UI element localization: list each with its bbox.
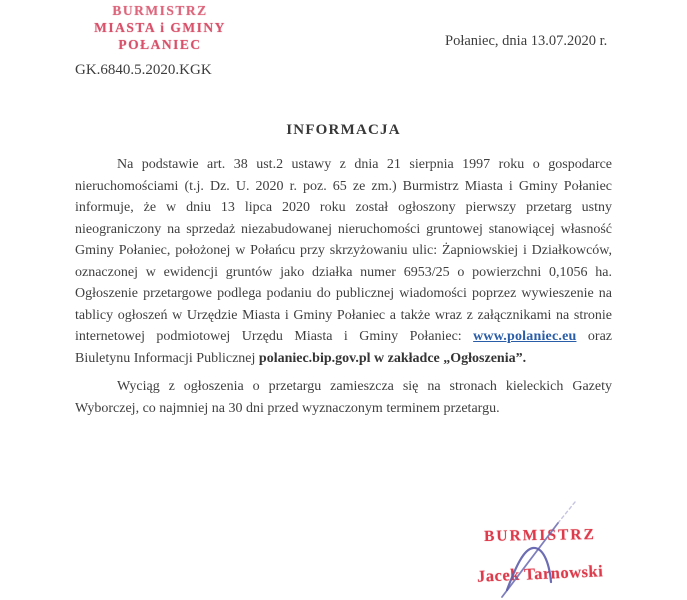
body-line-closing <box>75 348 612 370</box>
signature-role-stamp: BURMISTRZ <box>483 526 597 545</box>
office-stamp-line-3: POŁANIEC <box>118 37 202 52</box>
paragraph-2 <box>75 376 612 419</box>
office-stamp <box>85 2 235 53</box>
paragraph-1 <box>75 154 612 369</box>
reference-number: GK.6840.5.2020.KGK <box>75 62 212 78</box>
signature-name-stamp: Jacek Tarnowski <box>476 561 604 586</box>
office-stamp-line-1: BURMISTRZ <box>112 3 208 18</box>
body-line: Wyciąg z ogłoszenia o przetargu zamieszcza się na stronach kieleckich Gazety <box>117 379 612 394</box>
body-line: Ogłoszenie przetargowe podlega podaniu do publicznej wiadomości poprzez wywieszenie na <box>75 286 612 301</box>
website-link[interactable]: www.polaniec.eu <box>473 329 577 344</box>
body-line: tablicy ogłoszeń w Urzędzie Miasta i Gminy Połaniec a także wraz z załącznikami na stronie <box>75 307 612 323</box>
body-line-with-link <box>75 326 612 348</box>
document-date: Połaniec, dnia 13.07.2020 r. <box>445 33 608 49</box>
body-line: Wyborczej, co najmniej na 30 dni przed wyznaczonym terminem przetargu. <box>75 400 500 416</box>
document-title: INFORMACJA <box>286 122 401 138</box>
link-line-prefix: internetowej podmiotowej Urzędu Miasta i Gminy Połaniec: <box>75 329 462 344</box>
bip-address-bold: polaniec.bip.gov.pl w zakładce „Ogłoszenia”. <box>258 350 527 366</box>
body-line: Gminy Połaniec, położonej w Połańcu przy skrzyżowaniu ulic: Żapniowskiej i Działkowców, <box>75 243 612 258</box>
office-stamp-line-2: MIASTA i GMINY <box>94 20 226 35</box>
link-line-suffix: oraz <box>587 329 612 344</box>
body-line: nieruchomościami (t.j. Dz. U. 2020 r. poz. 65 ze zm.) Burmistrz Miasta i Gminy Połaniec <box>75 178 612 194</box>
closing-line-normal: Biuletynu Informacji Publicznej <box>75 350 256 366</box>
body-line: informuje, że w dniu 13 lipca 2020 roku został ogłoszony pierwszy przetarg ustny <box>75 200 612 215</box>
body-line: nieograniczony na sprzedaż niezabudowanej nieruchomości gruntowej stanowiącej własność <box>75 221 612 237</box>
body-line: oznaczonej w ewidencji gruntów jako działka numer 6953/25 o powierzchni 0,1056 ha. <box>75 264 612 280</box>
body-line: Na podstawie art. 38 ust.2 ustawy z dnia 21 sierpnia 1997 roku o gospodarce <box>117 157 612 172</box>
document-body <box>75 154 612 419</box>
